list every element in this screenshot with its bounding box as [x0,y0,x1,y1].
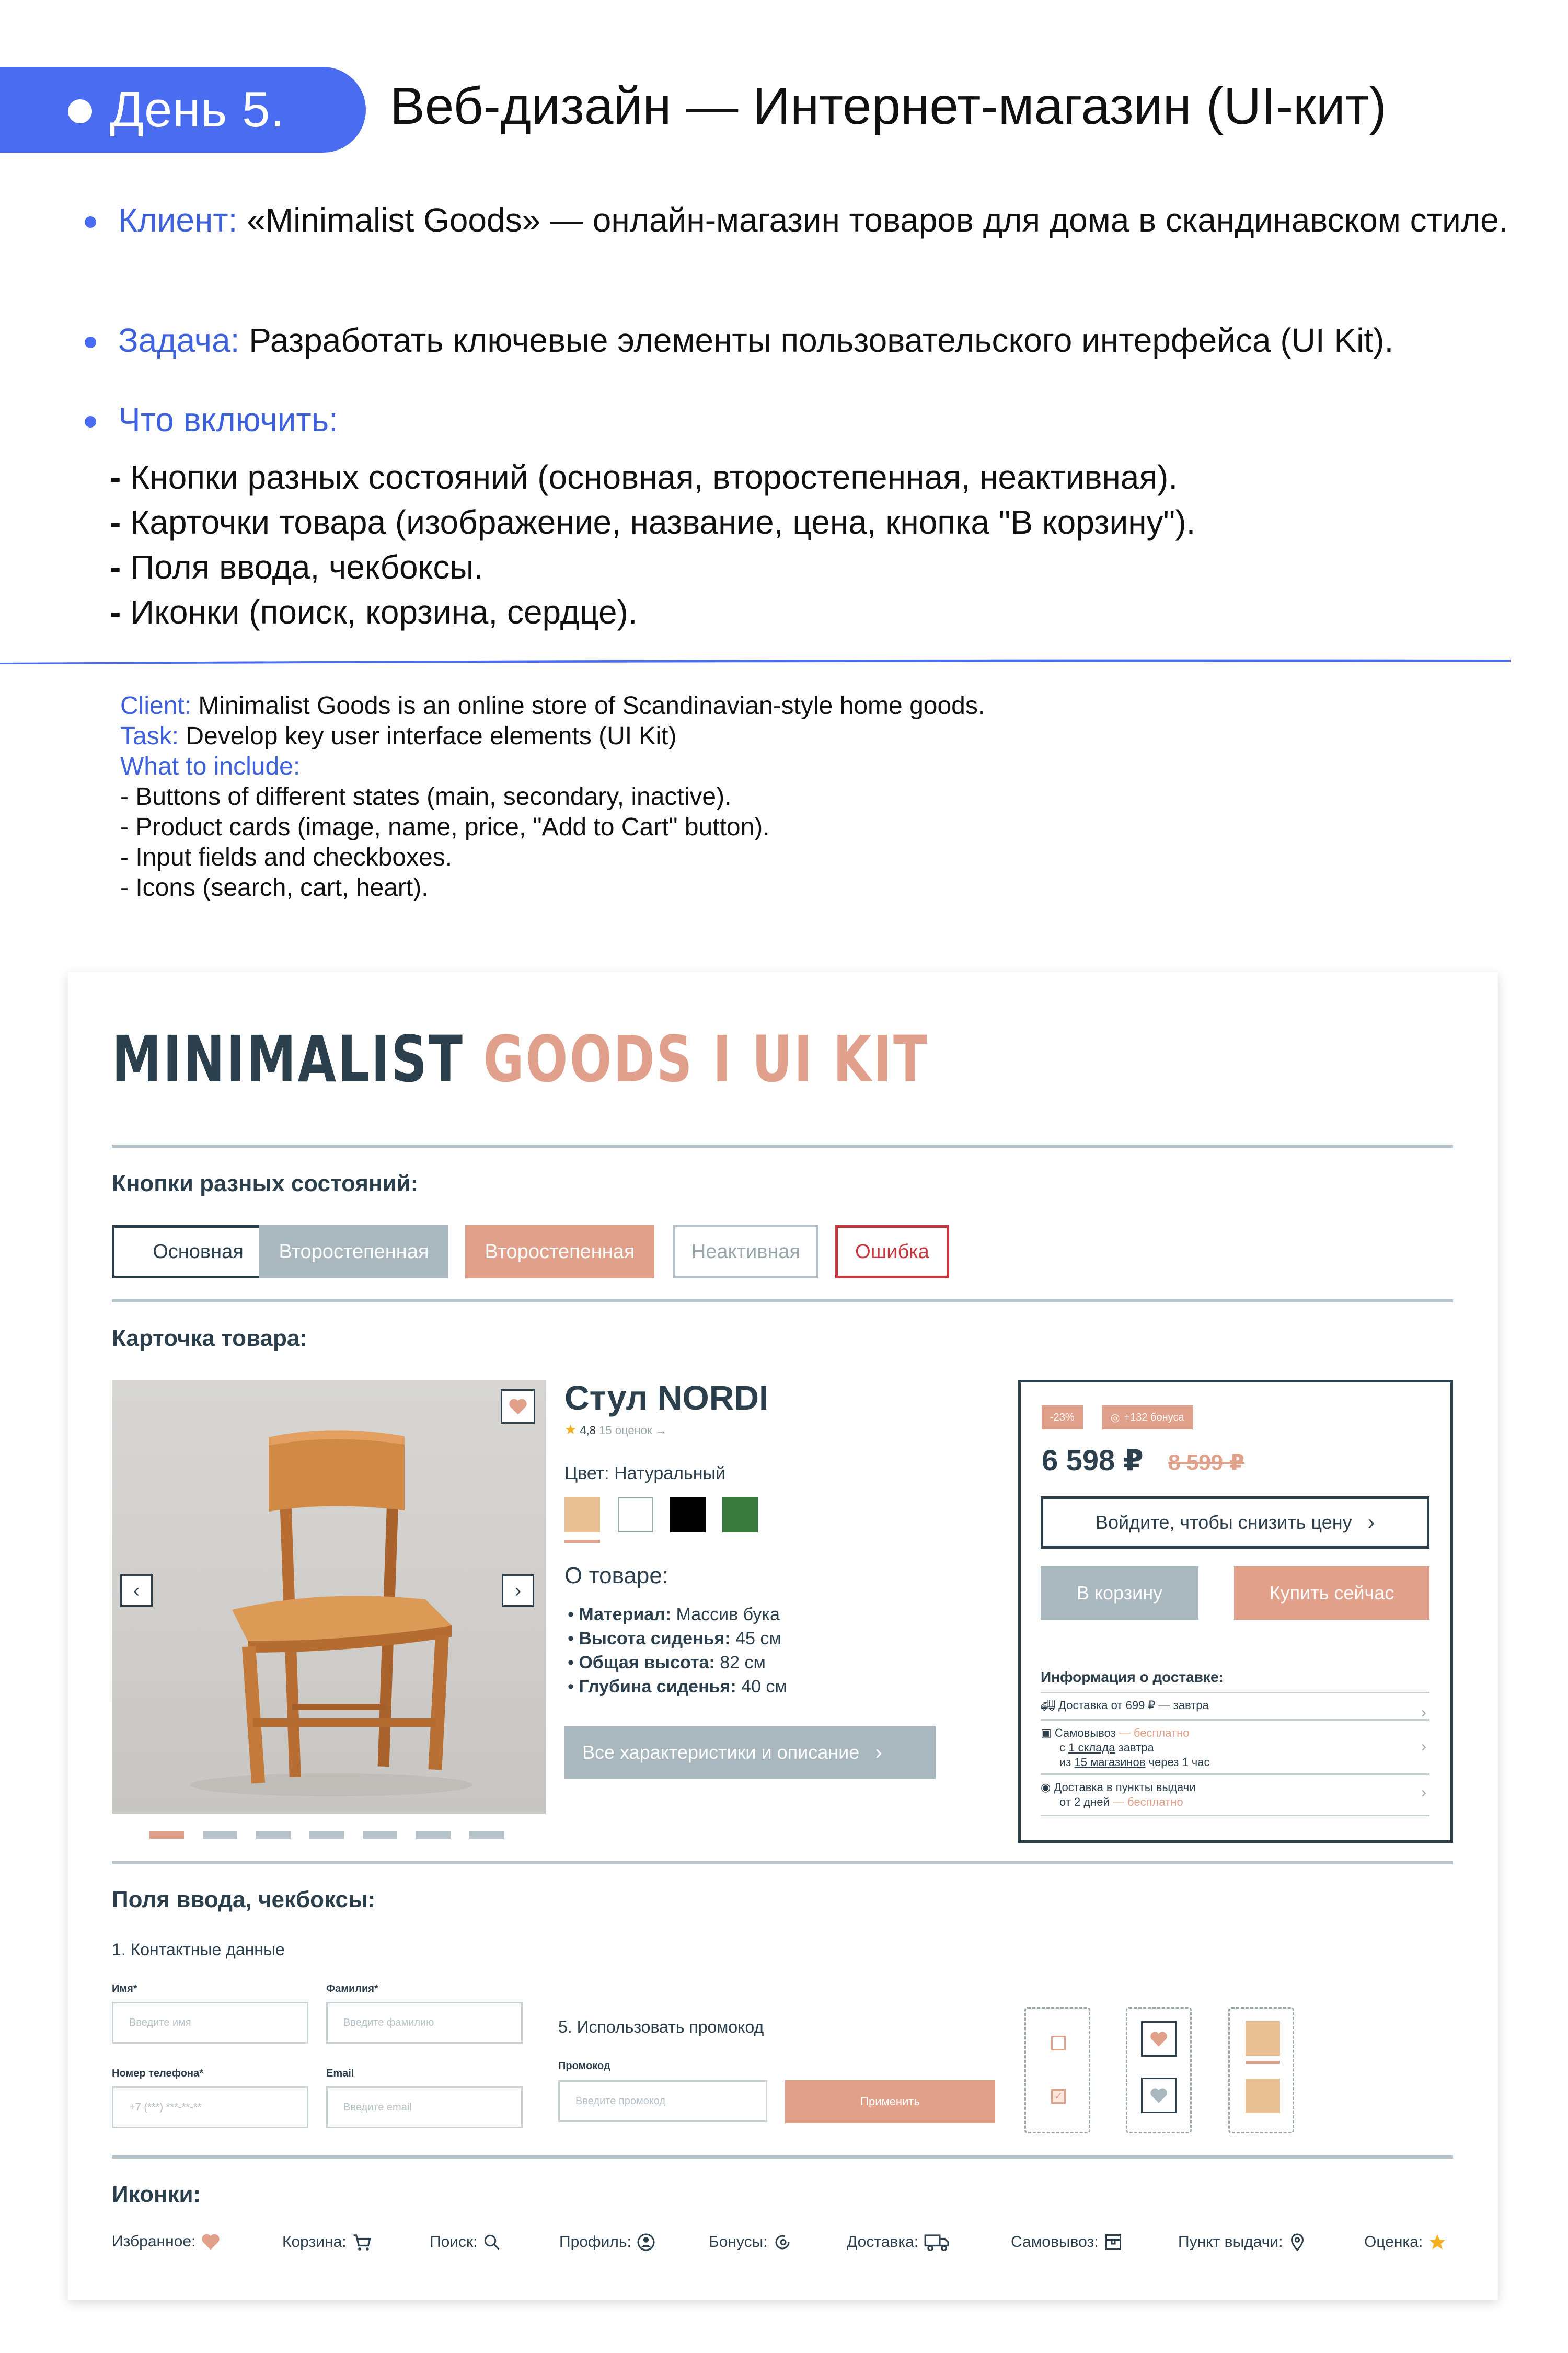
pagination-dot[interactable] [416,1831,451,1839]
chevron-right-icon: › [875,1740,882,1764]
swatch-selected-indicator [1246,2061,1280,2064]
divider [112,1861,1453,1864]
kit-title-dark: MINIMALIST [112,1022,465,1097]
star-icon: ★ [564,1422,577,1437]
favorite-toggle[interactable] [501,1389,535,1424]
page-title: Веб-дизайн — Интернет-магазин (UI-кит) [390,77,1387,135]
task-text: Разработать ключевые элементы пользовательского интерфейса (UI Kit). [249,321,1394,359]
pagination-dot[interactable] [256,1831,291,1839]
swatch-states [1228,2007,1294,2133]
icon-item-delivery: Доставка: [847,2233,951,2252]
inputs-section-title: Поля ввода, чекбоксы: [112,1887,376,1912]
en-client-label: Client: [120,692,192,720]
en-include-item: - Product cards (image, name, price, "Add to Cart" button). [120,813,770,841]
reviews-link[interactable]: 15 оценок → [599,1424,667,1437]
delivery-title: Информация о доставке: [1041,1669,1224,1685]
icon-item-pickup: Самовывоз: [1011,2233,1123,2252]
current-price: 6 598 ₽ [1042,1444,1144,1477]
heart-icon [1149,2031,1168,2047]
spec-item: • Материал: Массив бука [568,1602,787,1627]
divider [112,1145,1453,1148]
pickup-row[interactable]: ▣ Самовывоз — бесплатно с 1 склада завтра из 15 магазинов через 1 час › [1041,1719,1429,1771]
icon-item-rating: Оценка: [1364,2233,1447,2252]
swatch-green[interactable] [722,1497,758,1532]
icon-item-cart: Корзина: [282,2233,373,2252]
favorite-states [1126,2007,1192,2133]
client-text: «Minimalist Goods» — онлайн-магазин товаров для дома в скандинавском стиле. [247,201,1508,239]
chevron-right-icon: › [1367,1510,1375,1534]
icon-item-favorite: Избранное: [112,2233,221,2251]
chevron-left-icon: ‹ [133,1579,140,1601]
day-label: День 5. [110,82,285,137]
pagination-dot[interactable] [203,1831,237,1839]
pickup-box-icon[interactable] [1104,2233,1123,2252]
en-include-label: What to include: [120,753,301,780]
brief-client [78,199,1521,242]
blue-divider-stroke [0,658,1511,665]
product-name: Стул NORDI [564,1378,769,1417]
heart-icon[interactable] [201,2233,221,2251]
login-discount-button[interactable]: Войдите, чтобы снизить цену › [1041,1496,1429,1549]
brief-en [120,691,985,903]
spec-item: • Глубина сиденья: 40 см [568,1675,787,1699]
bonus-icon[interactable] [773,2233,792,2252]
icon-item-search: Поиск: [430,2233,501,2252]
name-label: Имя* [112,1983,137,1994]
discount-badge: -23% [1042,1405,1083,1429]
icon-item-bonus: Бонусы: [709,2233,792,2252]
contacts-title: 1. Контактные данные [112,1940,285,1959]
chevron-right-icon: › [515,1579,521,1601]
divider [112,1299,1453,1302]
heart-icon [508,1398,528,1415]
spec-item: • Общая высота: 82 см [568,1651,787,1675]
promo-input[interactable]: Введите промокод [558,2080,767,2122]
name-input[interactable]: Введите имя [112,2002,308,2044]
secondary-salmon-button[interactable]: Второстепенная [465,1225,654,1278]
buy-now-button[interactable]: Купить сейчас [1234,1566,1429,1620]
surname-input[interactable]: Введите фамилию [326,2002,523,2044]
phone-label: Номер телефона* [112,2068,204,2079]
icon-item-profile: Профиль: [559,2233,655,2252]
inactive-button[interactable]: Неактивная [673,1225,818,1278]
error-button[interactable]: Ошибка [835,1225,949,1278]
ui-kit-card [68,972,1498,2300]
en-include-item: - Input fields and checkboxes. [120,844,453,871]
pagination-dot[interactable] [469,1831,504,1839]
apply-promo-button[interactable]: Применить [785,2080,995,2123]
truck-icon: 🚚︎ [1041,1699,1055,1712]
product-rating [564,1422,667,1438]
add-to-cart-button[interactable]: В корзину [1041,1566,1198,1620]
truck-icon[interactable] [924,2233,951,2252]
old-price: 8 599 ₽ [1168,1450,1244,1474]
promo-label: Промокод [558,2060,610,2072]
phone-input[interactable]: +7 (***) ***-**-** [112,2086,308,2128]
en-task-label: Task: [120,722,179,750]
all-specs-label: Все характеристики и описание [582,1741,860,1763]
pickup-box-icon: ▣ [1041,1726,1052,1739]
surname-label: Фамилия* [326,1983,378,1994]
spec-item: • Высота сиденья: 45 см [568,1627,787,1651]
heart-icon [1149,2087,1168,2104]
delivery-row[interactable]: 🚚︎ Доставка от 699 ₽ — завтра › [1041,1692,1429,1718]
kit-title [112,1022,929,1097]
kit-title-light: GOODS I UI KIT [483,1022,929,1097]
next-image-button[interactable] [502,1574,534,1607]
spec-list [568,1602,787,1699]
en-client-text: Minimalist Goods is an online store of Scandinavian-style home goods. [198,692,985,720]
pagination-dot[interactable] [363,1831,397,1839]
cart-icon[interactable] [352,2233,373,2252]
include-list [110,455,1195,635]
pagination-dot[interactable] [309,1831,344,1839]
profile-icon[interactable] [637,2233,655,2252]
promo-title: 5. Использовать промокод [558,2017,764,2036]
en-include-item: - Icons (search, cart, heart). [120,874,429,902]
product-section-title: Карточка товара: [112,1325,307,1351]
checkbox-unchecked[interactable] [1051,2036,1066,2050]
swatch-white[interactable] [618,1497,653,1532]
swatch-natural[interactable] [564,1497,600,1532]
buttons-section-title: Кнопки разных состояний: [112,1171,419,1196]
favorite-inactive[interactable] [1141,2078,1177,2113]
chevron-right-icon: › [1421,1784,1426,1801]
include-item: - Карточки товара (изображение, название, цена, кнопка "В корзину"). [110,500,1195,545]
bonus-badge: ◎ +132 бонуса [1102,1405,1193,1429]
pickup-point-icon[interactable] [1288,2233,1307,2252]
price-panel [1018,1380,1453,1843]
swatch-black[interactable] [670,1497,706,1532]
pickup-points-row[interactable]: ◉ Доставка в пункты выдачи от 2 дней — бесплатно › [1041,1773,1429,1816]
icons-section-title: Иконки: [112,2182,201,2207]
swatch-selected[interactable] [1246,2021,1280,2056]
favorite-active[interactable] [1141,2021,1177,2057]
divider [112,2155,1453,2159]
email-label: Email [326,2068,354,2079]
product-image[interactable] [112,1380,546,1814]
include-item: - Кнопки разных состояний (основная, второстепенная, неактивная). [110,455,1195,500]
rating-value: 4,8 [580,1424,596,1437]
checkbox-checked[interactable]: ✓ [1051,2089,1066,2104]
all-specs-button[interactable] [564,1726,936,1779]
en-include-item: - Buttons of different states (main, secondary, inactive). [120,783,732,811]
swatch-default[interactable] [1246,2079,1280,2113]
pagination-dot-active[interactable] [149,1831,184,1839]
brief-include [78,398,1521,442]
prev-image-button[interactable] [120,1574,153,1607]
bonus-icon: ◎ [1111,1412,1120,1424]
chevron-right-icon: › [1421,1704,1426,1721]
day-dot [68,99,92,123]
star-icon[interactable] [1428,2233,1447,2252]
include-label: Что включить: [118,401,338,439]
icon-item-pickup-point: Пункт выдачи: [1178,2233,1307,2252]
pickup-point-icon: ◉ [1041,1781,1051,1794]
checkbox-states [1024,2007,1090,2133]
color-label: Цвет: Натуральный [564,1463,725,1483]
chair-illustration [112,1380,546,1814]
task-label: Задача: [118,321,240,359]
main-button[interactable]: Основная [112,1225,284,1278]
include-item: - Поля ввода, чекбоксы. [110,545,1195,590]
brief-task [78,319,1521,362]
search-icon[interactable] [482,2233,501,2252]
chevron-right-icon: › [1421,1738,1426,1755]
secondary-grey-button[interactable]: Второстепенная [259,1225,448,1278]
client-label: Клиент: [118,201,238,239]
en-task-text: Develop key user interface elements (UI Kit) [186,722,677,750]
about-title: О товаре: [564,1563,669,1588]
email-input[interactable]: Введите email [326,2086,523,2128]
include-item: - Иконки (поиск, корзина, сердце). [110,590,1195,635]
swatch-selected-indicator [564,1540,600,1543]
day-pill [0,67,366,153]
